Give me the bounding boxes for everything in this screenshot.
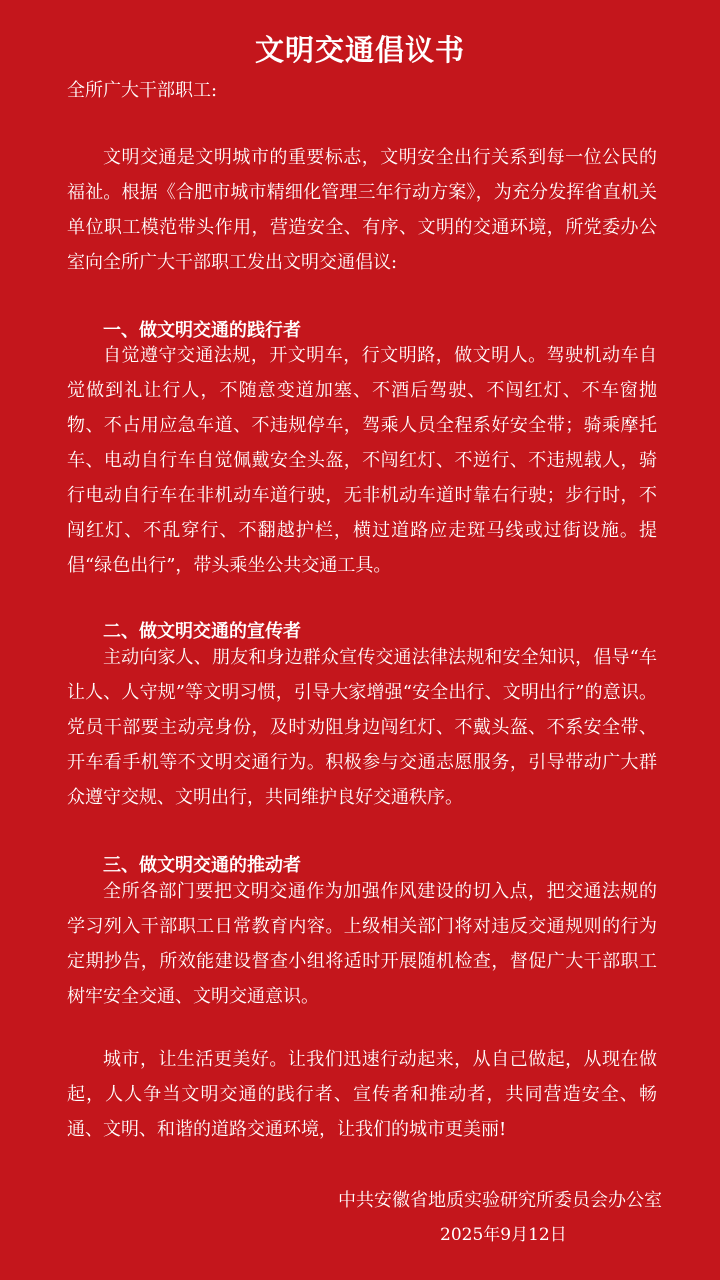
- section-1-heading: 一、做文明交通的践行者: [103, 320, 301, 341]
- section-3-heading: 三、做文明交通的推动者: [103, 855, 301, 876]
- document-title: 文明交通倡议书: [254, 33, 465, 67]
- salutation: 全所广大干部职工:: [67, 80, 218, 101]
- section-2-heading: 二、做文明交通的宣传者: [103, 621, 301, 642]
- section-2-body: 主动向家人、朋友和身边群众宣传交通法律法规和安全知识，倡导“车让人、人守规”等文明习惯，引导大家增强“安全出行、文明出行”的意识。党员干部要主动亮身份，及时劝阻身边闯红灯、不戴头盔、不系安全带、开车看手机等不文明交通行为。积极参与交通志愿服务，引导带动广大群众遵守交规、文明出行，共同维护良好交通秩序。: [67, 647, 657, 808]
- closing-paragraph: 城市，让生活更美好。让我们迅速行动起来，从自己做起，从现在做起，人人争当文明交通的践行者、宣传者和推动者，共同营造安全、畅通、文明、和谐的道路交通环境，让我们的城市更美丽!: [67, 1049, 657, 1140]
- section-1-body: 自觉遵守交通法规，开文明车，行文明路，做文明人。驾驶机动车自觉做到礼让行人，不随意变道加塞、不酒后驾驶、不闯红灯、不车窗抛物、不占用应急车道、不违规停车，驾乘人员全程系好安全带；骑乘摩托车、电动自行车自觉佩戴安全头盔，不闯红灯、不逆行、不违规载人，骑行电动自行车在非机动车道行驶，无非机动车道时靠右行驶；步行时，不闯红灯、不乱穿行、不翻越护栏，横过道路应走斑马线或过街设施。提倡“绿色出行”，带头乘坐公共交通工具。: [67, 345, 657, 576]
- signature: 中共安徽省地质实验研究所委员会办公室: [338, 1190, 662, 1211]
- date: 2025年9月12日: [440, 1225, 567, 1245]
- section-3-body: 全所各部门要把文明交通作为加强作风建设的切入点，把交通法规的学习列入干部职工日常教育内容。上级相关部门将对违反交通规则的行为定期抄告，所效能建设督查小组将适时开展随机检查，督促广大干部职工树牢安全交通、文明交通意识。: [67, 881, 657, 1007]
- intro-paragraph: 文明交通是文明城市的重要标志，文明安全出行关系到每一位公民的福祉。根据《合肥市城市精细化管理三年行动方案》，为充分发挥省直机关单位职工模范带头作用，营造安全、有序、文明的交通环境，所党委办公室向全所广大干部职工发出文明交通倡议:: [67, 147, 657, 273]
